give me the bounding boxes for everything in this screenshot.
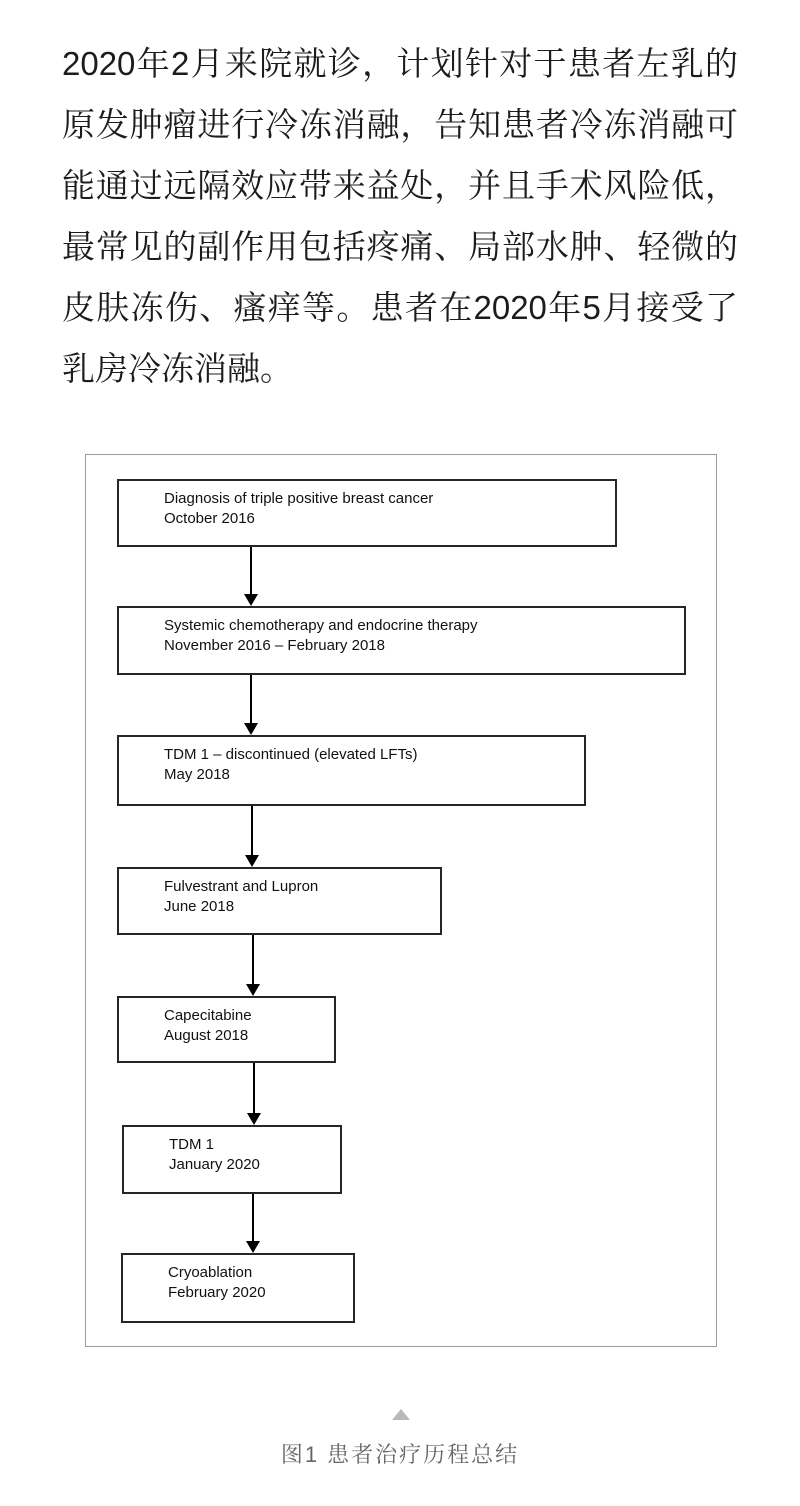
box-title: Capecitabine: [164, 1007, 252, 1024]
box-date: January 2020: [169, 1156, 260, 1173]
paragraph-line: 最常见的副作用包括疼痛、局部水肿、轻微的: [62, 228, 738, 265]
box-date: May 2018: [164, 766, 230, 783]
flowchart-box-tdm1-discontinued: [117, 735, 586, 806]
flowchart-box-cryoablation: [121, 1253, 355, 1323]
down-arrow-icon: [245, 806, 259, 867]
flowchart-box-capecitabine: [117, 996, 336, 1063]
flowchart-box-diagnosis: [117, 479, 617, 547]
box-date: October 2016: [164, 510, 255, 527]
down-arrow-icon: [246, 1194, 260, 1253]
paragraph-line: 皮肤冻伤、瘙痒等。患者在2020年5月接受了: [62, 289, 738, 326]
flowchart-box-tdm1: [122, 1125, 342, 1194]
down-arrow-icon: [246, 935, 260, 996]
box-title: Diagnosis of triple positive breast cancer: [164, 490, 434, 507]
figure-collapse-triangle-icon[interactable]: [392, 1409, 410, 1420]
box-date: November 2016 – February 2018: [164, 637, 385, 654]
paragraph-line: 2020年2月来院就诊，计划针对于患者左乳的: [62, 45, 738, 82]
box-title: Cryoablation: [168, 1264, 253, 1281]
paragraph-line: 原发肿瘤进行冷冻消融，告知患者冷冻消融可: [62, 106, 738, 143]
box-title: Systemic chemotherapy and endocrine therapy: [164, 617, 478, 634]
treatment-timeline-flowchart: [85, 454, 717, 1347]
paragraph-line: 乳房冷冻消融。: [62, 350, 293, 387]
figure-caption: 图1 患者治疗历程总结: [280, 1442, 520, 1467]
clinical-note-paragraph: [62, 33, 738, 399]
down-arrow-icon: [244, 547, 258, 606]
box-title: Fulvestrant and Lupron: [164, 878, 319, 895]
box-date: August 2018: [164, 1027, 249, 1044]
down-arrow-icon: [244, 675, 258, 735]
box-date: February 2020: [168, 1284, 266, 1301]
down-arrow-icon: [247, 1063, 261, 1125]
box-title: TDM 1: [169, 1136, 214, 1153]
box-title: TDM 1 – discontinued (elevated LFTs): [164, 746, 418, 763]
box-date: June 2018: [164, 898, 235, 915]
paragraph-line: 能通过远隔效应带来益处，并且手术风险低，: [62, 167, 738, 204]
flowchart-box-fulvestrant-lupron: [117, 867, 442, 935]
flowchart-box-chemotherapy: [117, 606, 686, 675]
